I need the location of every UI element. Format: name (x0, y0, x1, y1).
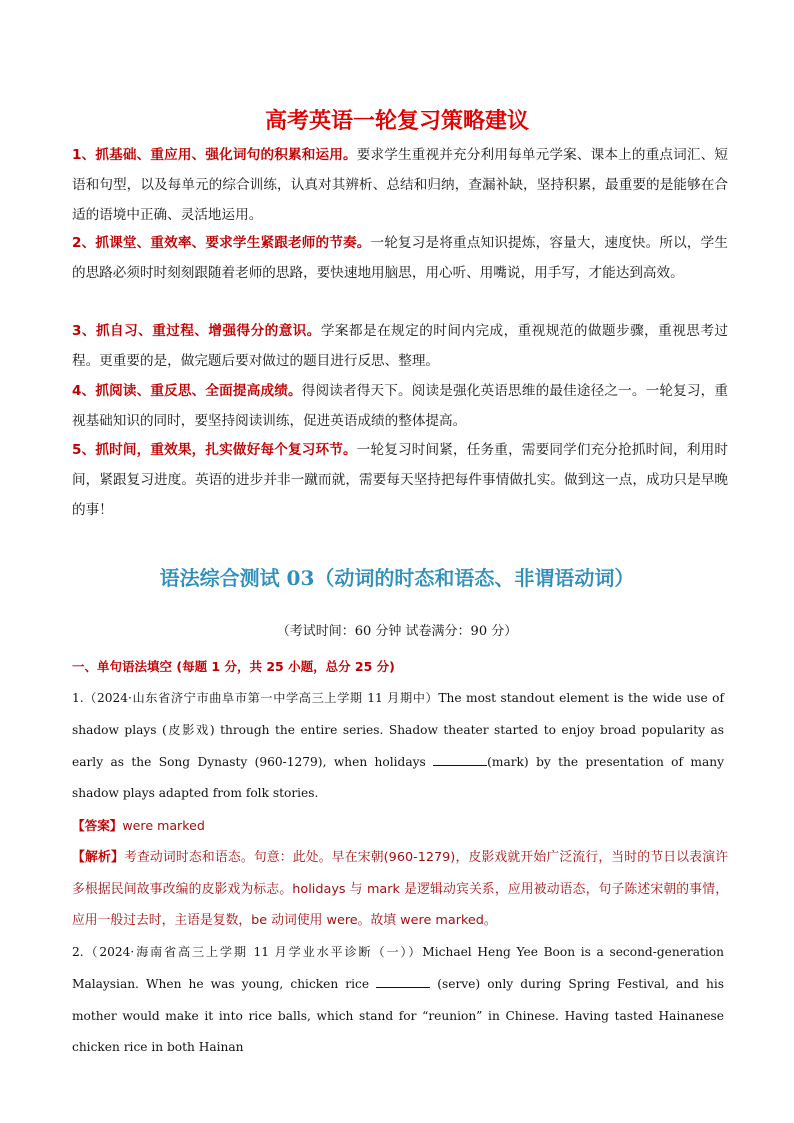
advice-text: 一轮复习是将重点知识提炼，容量大，速度快。所以，学生的思路必须时时刻刻跟随着老师的思路，要快速地用脑思，用心听、用嘴说，用手写，才能达到高效。 (72, 235, 728, 281)
advice-item (72, 228, 728, 288)
question-number: 1. (72, 691, 84, 705)
question-1 (72, 683, 724, 810)
question-2 (72, 937, 724, 1064)
test-title: 语法综合测试 03（动词的时态和语态、非谓语动词） (159, 566, 635, 590)
advice-text: 一轮复习时间紧，任务重，需要同学们充分抢抓时间，利用时间，紧跟复习进度。英语的进步并非一蹴而就，需要每天坚持把每件事情做扎实。做到这一点，成功只是早晚的事！ (72, 442, 728, 518)
explanation-text: 考查动词时态和语态。句意：此处。早在宋朝(960-1279)，皮影戏就开始广泛流行，当时的节日以表演许多根据民间故事改编的皮影戏为标志。holidays 与 mark 是逻辑动宾关系，应用被动语态，句子陈述宋朝的事情，应用一般过去时，主语是复数，be 动词使用 were。故填 were marked。 (72, 850, 728, 928)
question-text: (mark) by the presentation of many shadow plays adapted from folk stories. (72, 754, 724, 801)
answer-blank[interactable] (433, 753, 487, 766)
answer-text: were marked (122, 818, 205, 833)
question-number: 2. (72, 945, 84, 959)
advice-heading: 5、抓时间，重效果，扎实做好每个复习环节。 (72, 442, 357, 458)
answer-tag: 【答案】 (72, 818, 123, 833)
advice-title: 高考英语一轮复习策略建议 (264, 109, 529, 134)
question-source: （2024·海南省高三上学期 11 月学业水平诊断（一）） (83, 945, 423, 959)
advice-heading: 1、抓基础、重应用、强化词句的积累和运用。 (72, 147, 357, 163)
explanation (72, 842, 728, 937)
advice-text: 得阅读者得天下。阅读是强化英语思维的最佳途径之一。一轮复习，重视基础知识的同时，要坚持阅读训练，促进英语成绩的整体提高。 (72, 383, 728, 429)
question-text: The most standout element is the wide use of shadow plays (皮影戏) through the entire series. Shadow theater started to enjoy broad popularity as early as the Song Dynasty (960-1279), when holidays (72, 691, 724, 769)
section-heading: 一、单句语法填空 (每题 1 分，共 25 小题，总分 25 分) (72, 659, 395, 674)
advice-heading: 3、抓自习、重过程、增强得分的意识。 (72, 323, 321, 339)
advice-heading: 4、抓阅读、重反思、全面提高成绩。 (72, 383, 302, 399)
advice-item (72, 376, 728, 436)
exam-meta: （考试时间：60 分钟 试卷满分：90 分） (276, 624, 518, 639)
advice-text: 要求学生重视并充分利用每单元学案、课本上的重点词汇、短语和句型，以及每单元的综合训练，认真对其辨析、总结和归纳，查漏补缺，坚持积累，最重要的是能够在合适的语境中正确、灵活地运用。 (72, 147, 728, 223)
question-source: （2024·山东省济宁市曲阜市第一中学高三上学期 11 月期中） (83, 691, 439, 705)
question-text: Michael Heng Yee Boon is a second-generation Malaysian. When he was young, chicken rice (72, 945, 724, 991)
question-text: (serve) only during Spring Festival, and his mother would make it into rice balls, which stand for “reunion” in Chinese. Having tasted Hainanese chicken rice in both Hainan (72, 976, 724, 1055)
advice-item (72, 140, 728, 230)
advice-heading: 2、抓课堂、重效率、要求学生紧跟老师的节奏。 (72, 235, 371, 251)
answer-blank[interactable] (376, 975, 430, 988)
answer-line (72, 810, 728, 842)
advice-item (72, 435, 728, 525)
advice-item (72, 316, 728, 376)
explanation-tag: 【解析】 (72, 850, 124, 865)
advice-text: 学案都是在规定的时间内完成，重视规范的做题步骤，重视思考过程。更重要的是，做完题后要对做过的题目进行反思、整理。 (72, 323, 728, 369)
